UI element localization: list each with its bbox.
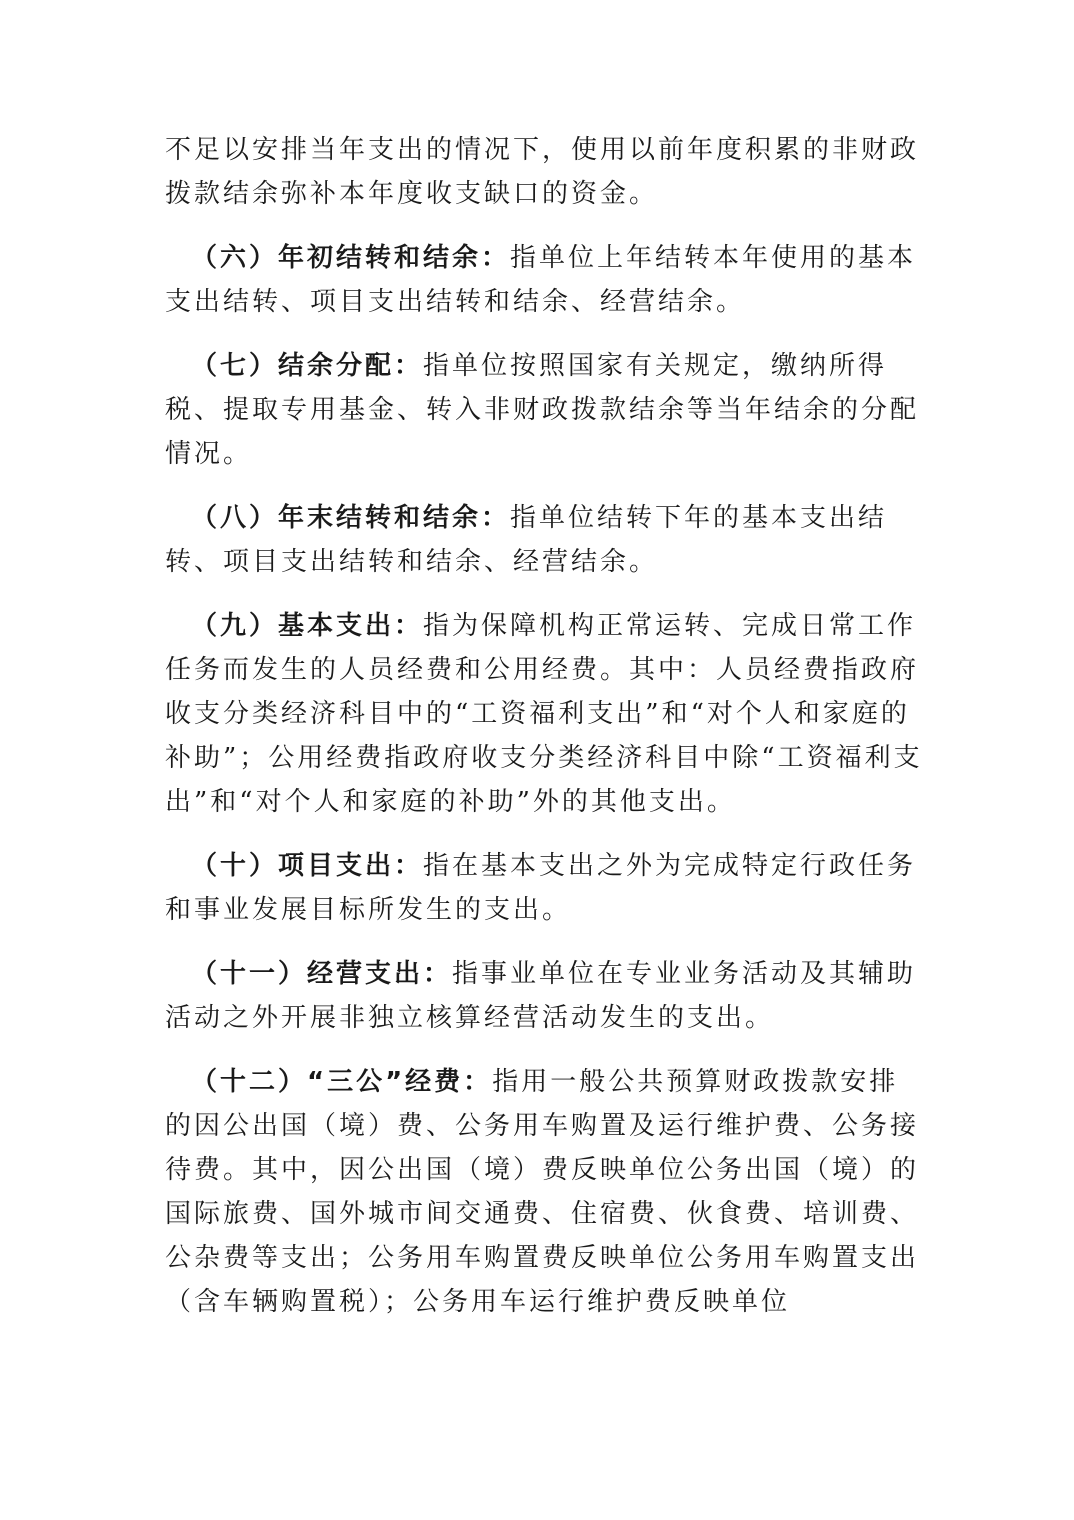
item-paragraph-8 [165, 496, 925, 584]
item-term-10: （十）项目支出： [191, 851, 424, 881]
item-text-7: 指单位按照国家有关规定，缴纳所得税、提取专用基金、转入非财政拨款结余等当年结余的分配情况。 [165, 351, 920, 469]
intro-paragraph [165, 128, 925, 216]
item-text-8: 指单位结转下年的基本支出结转、项目支出结转和结余、经营结余。 [165, 503, 888, 577]
item-text-6: 指单位上年结转本年使用的基本支出结转、项目支出结转和结余、经营结余。 [165, 243, 917, 317]
item-paragraph-6 [165, 236, 925, 324]
item-term-12: （十二）“三公”经费： [191, 1067, 493, 1097]
item-text-9: 指为保障机构正常运转、完成日常工作任务而发生的人员经费和公用经费。其中：人员经费指政府收支分类经济科目中的“工资福利支出”和“对个人和家庭的补助”；公用经费指政府收支分类经济科目中除“工资福利支出”和“对个人和家庭的补助”外的其他支出。 [165, 611, 923, 817]
item-term-9: （九）基本支出： [191, 611, 424, 641]
item-paragraph-7 [165, 344, 925, 476]
item-text-12: 指用一般公共预算财政拨款安排的因公出国（境）费、公务用车购置及运行维护费、公务接待费。其中，因公出国（境）费反映单位公务出国（境）的国际旅费、国外城市间交通费、住宿费、伙食费、培训费、公杂费等支出；公务用车购置费反映单位公务用车购置支出（含车辆购置税）；公务用车运行维护费反映单位 [165, 1067, 920, 1317]
item-text-11: 指事业单位在专业业务活动及其辅助活动之外开展非独立核算经营活动发生的支出。 [165, 959, 917, 1033]
document-body [165, 128, 925, 1344]
item-paragraph-11 [165, 952, 925, 1040]
item-term-11: （十一）经营支出： [191, 959, 453, 989]
item-term-6: （六）年初结转和结余： [191, 243, 511, 273]
intro-text: 不足以安排当年支出的情况下，使用以前年度积累的非财政拨款结余弥补本年度收支缺口的资金。 [165, 135, 920, 209]
item-paragraph-9 [165, 604, 925, 824]
item-paragraph-10 [165, 844, 925, 932]
item-term-8: （八）年末结转和结余： [191, 503, 511, 533]
item-term-7: （七）结余分配： [191, 351, 424, 381]
item-text-10: 指在基本支出之外为完成特定行政任务和事业发展目标所发生的支出。 [165, 851, 917, 925]
item-paragraph-12 [165, 1060, 925, 1324]
